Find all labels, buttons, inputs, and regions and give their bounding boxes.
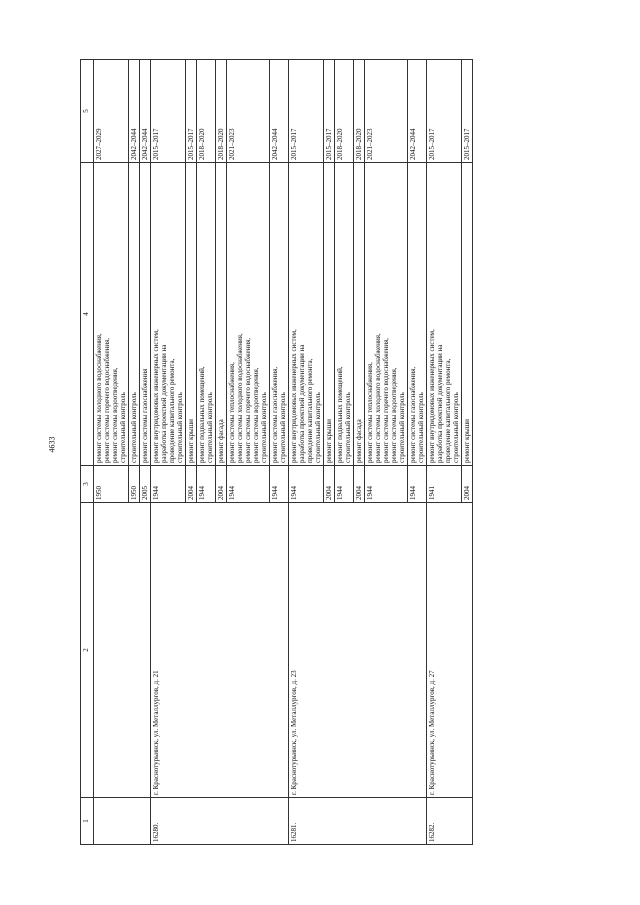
table-row: [427, 60, 462, 845]
work-line: строительный контроль: [398, 392, 406, 463]
work-line: ремонт системы холодного водоснабжения,: [374, 333, 382, 463]
header-col-2: 2: [81, 503, 94, 798]
work-line: ремонт крыши: [325, 419, 333, 463]
year-cell: 1944: [197, 466, 216, 503]
works-cell: [354, 163, 365, 466]
period-cell: 2018–2020: [216, 60, 227, 163]
year-cell: 1950: [94, 466, 129, 503]
works-cell: [94, 163, 129, 466]
page-number: 4633: [47, 436, 57, 453]
work-line: ремонт системы водоотведения,: [111, 367, 119, 463]
year-cell: 2004: [216, 466, 227, 503]
work-line: ремонт крыши: [187, 419, 195, 463]
period-cell: 2027–2029: [94, 60, 129, 163]
year-cell: 2005: [140, 466, 151, 503]
work-line: строительный контроль: [206, 392, 214, 463]
capital-repair-table: [80, 59, 473, 845]
work-line: строительный контроль: [279, 392, 287, 463]
year-cell: 2004: [186, 466, 197, 503]
work-line: строительный контроль: [119, 392, 127, 463]
table-body: [94, 60, 473, 845]
work-line: ремонт внутридомовых инженерных систем,: [428, 329, 436, 463]
work-line: ремонт системы газоснабжения,: [271, 366, 279, 463]
work-line: разработка проектной документации на: [298, 344, 306, 463]
work-line: ремонт системы горячего водоснабжения,: [244, 337, 252, 463]
address-cell: г. Краснотурьинск, ул. Металлургов, д. 23: [289, 503, 427, 798]
rotated-table-container: [80, 85, 600, 845]
work-line: разработка проектной документации на: [436, 344, 444, 463]
year-cell: 1944: [365, 466, 408, 503]
works-cell: [462, 163, 473, 466]
work-line: ремонт системы теплоснабжения,: [366, 362, 374, 463]
period-cell: 2018–2020: [354, 60, 365, 163]
period-cell: 2015–2017: [186, 60, 197, 163]
row-number-cell: 16280.: [151, 798, 289, 845]
works-cell: [335, 163, 354, 466]
period-cell: 2015–2017: [462, 60, 473, 163]
works-cell: [270, 163, 289, 466]
work-line: ремонт крыши: [463, 419, 471, 463]
year-cell: 1944: [408, 466, 427, 503]
period-cell: 2021–2023: [227, 60, 270, 163]
period-cell: 2042–2044: [140, 60, 151, 163]
work-line: ремонт подвальных помещений,: [198, 366, 206, 463]
work-line: проведение капитального ремонта,: [444, 358, 452, 463]
work-line: ремонт системы холодного водоснабжения,: [236, 333, 244, 463]
work-line: ремонт внутридомовых инженерных систем,: [152, 329, 160, 463]
header-row: [81, 60, 94, 845]
works-cell: [151, 163, 186, 466]
period-cell: 2018–2020: [197, 60, 216, 163]
work-line: ремонт системы теплоснабжения,: [228, 362, 236, 463]
row-number-cell: 16281.: [289, 798, 427, 845]
period-cell: 2015–2017: [289, 60, 324, 163]
work-line: строительный контроль: [176, 392, 184, 463]
work-line: строительный контроль: [260, 392, 268, 463]
works-cell: [186, 163, 197, 466]
header-col-1: 1: [81, 798, 94, 845]
header-col-5: 5: [81, 60, 94, 163]
work-line: строительный контроль: [344, 392, 352, 463]
work-line: строительный контроль: [130, 392, 138, 463]
year-cell: 2004: [462, 466, 473, 503]
work-line: проведение капитального ремонта,: [306, 358, 314, 463]
work-line: ремонт системы водоотведения,: [252, 367, 260, 463]
year-cell: 2004: [324, 466, 335, 503]
work-line: проведение капитального ремонта,: [168, 358, 176, 463]
table-row: [94, 60, 129, 845]
period-cell: 2018–2020: [335, 60, 354, 163]
year-cell: 1944: [289, 466, 324, 503]
work-line: ремонт фасада: [355, 419, 363, 463]
address-cell: г. Краснотурьинск, ул. Металлургов, д. 27: [427, 503, 473, 798]
period-cell: 2015–2017: [324, 60, 335, 163]
work-line: ремонт системы газоснабжения,: [409, 366, 417, 463]
work-line: ремонт подвальных помещений,: [336, 366, 344, 463]
works-cell: [227, 163, 270, 466]
year-cell: 1944: [227, 466, 270, 503]
period-cell: 2015–2017: [427, 60, 462, 163]
table-row: [289, 60, 324, 845]
works-cell: [129, 163, 140, 466]
period-cell: 2042–2044: [129, 60, 140, 163]
row-number-cell: [94, 798, 151, 845]
period-cell: 2042–2044: [270, 60, 289, 163]
work-line: ремонт внутридомовых инженерных систем,: [290, 329, 298, 463]
period-cell: 2042–2044: [408, 60, 427, 163]
work-line: строительный контроль: [417, 392, 425, 463]
works-cell: [408, 163, 427, 466]
year-cell: 1944: [270, 466, 289, 503]
address-cell: г. Краснотурьинск, ул. Металлургов, д. 21: [151, 503, 289, 798]
header-col-4: 4: [81, 163, 94, 466]
work-line: ремонт системы горячего водоснабжения,: [103, 337, 111, 463]
work-line: строительный контроль: [452, 392, 460, 463]
year-cell: 1944: [151, 466, 186, 503]
works-cell: [140, 163, 151, 466]
period-cell: 2015–2017: [151, 60, 186, 163]
year-cell: 1950: [129, 466, 140, 503]
work-line: ремонт системы газоснабжения: [141, 368, 149, 463]
work-line: ремонт системы водоотведения,: [390, 367, 398, 463]
works-cell: [427, 163, 462, 466]
year-cell: 2004: [354, 466, 365, 503]
works-cell: [324, 163, 335, 466]
table-row: [151, 60, 186, 845]
year-cell: 1944: [335, 466, 354, 503]
works-cell: [216, 163, 227, 466]
row-number-cell: 16282.: [427, 798, 473, 845]
period-cell: 2021–2023: [365, 60, 408, 163]
header-col-3: 3: [81, 466, 94, 503]
work-line: разработка проектной документации на: [160, 344, 168, 463]
work-line: ремонт системы горячего водоснабжения,: [382, 337, 390, 463]
address-cell: [94, 503, 151, 798]
works-cell: [365, 163, 408, 466]
year-cell: 1941: [427, 466, 462, 503]
works-cell: [197, 163, 216, 466]
work-line: строительный контроль: [314, 392, 322, 463]
work-line: ремонт фасада: [217, 419, 225, 463]
works-cell: [289, 163, 324, 466]
work-line: ремонт системы холодного водоснабжения,: [95, 333, 103, 463]
